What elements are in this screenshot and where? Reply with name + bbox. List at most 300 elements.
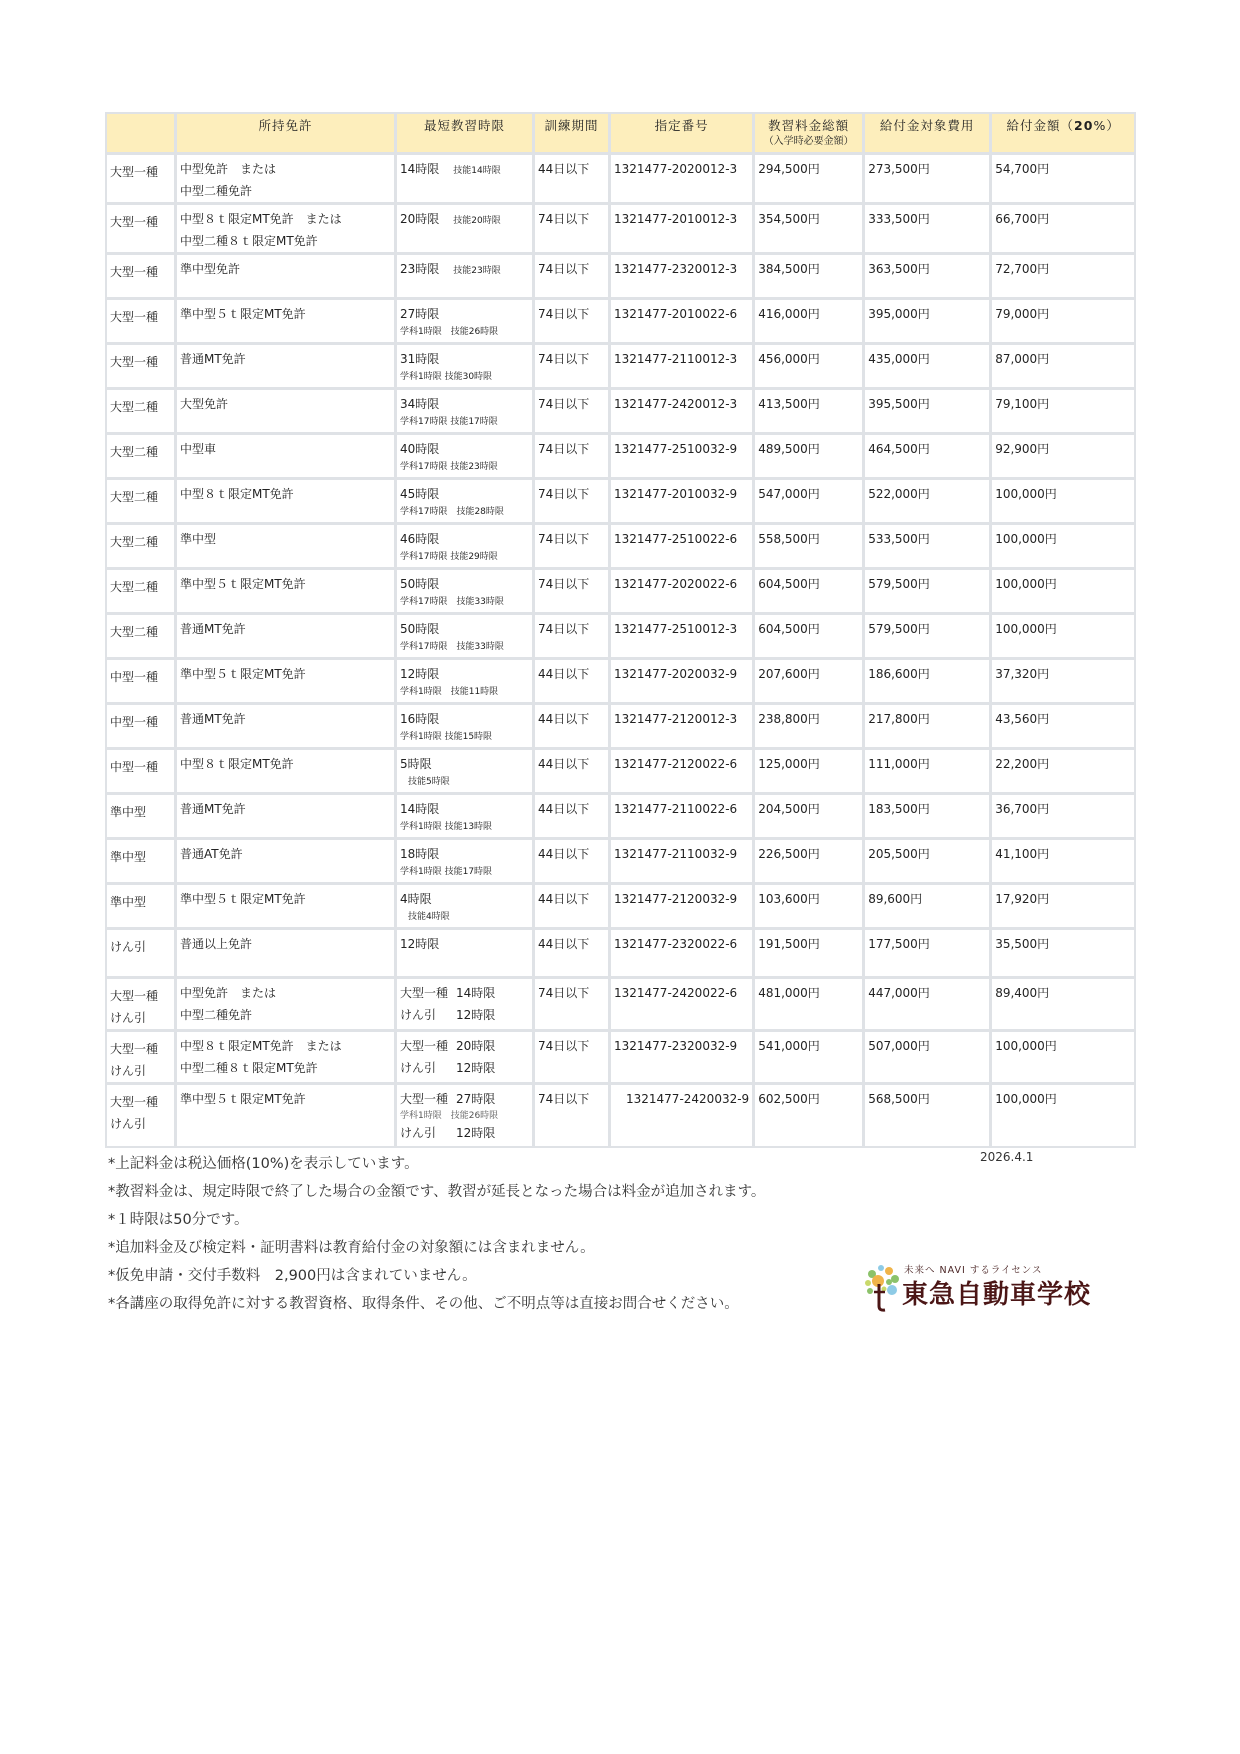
benefit-cell: 100,000円 xyxy=(992,1032,1134,1085)
license-line: 準中型免許 xyxy=(180,262,241,276)
eligible-cost-cell: 568,500円 xyxy=(865,1085,992,1146)
table-row xyxy=(107,660,1134,705)
table-row xyxy=(107,1085,1134,1146)
min-hours-cell xyxy=(397,615,535,660)
hours-course: 大型一種 xyxy=(400,1092,449,1106)
period-cell: 44日以下 xyxy=(535,885,611,930)
eligible-cost-cell: 183,500円 xyxy=(865,795,992,840)
category-cell xyxy=(107,979,177,1032)
hours-breakdown: 学科17時限 技能29時限 xyxy=(400,552,498,562)
total-fee-cell: 226,500円 xyxy=(755,840,865,885)
period-cell: 74日以下 xyxy=(535,1032,611,1085)
hours-breakdown: 学科1時限 技能15時限 xyxy=(400,732,493,742)
category-label: 中型一種 xyxy=(110,760,159,774)
period-cell: 44日以下 xyxy=(535,930,611,979)
period-cell: 44日以下 xyxy=(535,660,611,705)
benefit-cell: 41,100円 xyxy=(992,840,1134,885)
category-label: 大型二種 xyxy=(110,535,159,549)
total-fee-cell: 456,000円 xyxy=(755,345,865,390)
category-label: 大型一種 xyxy=(110,355,159,369)
total-fee-cell: 604,500円 xyxy=(755,570,865,615)
eligible-cost-cell: 111,000円 xyxy=(865,750,992,795)
category-label: けん引 xyxy=(110,940,147,954)
held-license-cell xyxy=(177,155,397,205)
category-cell xyxy=(107,705,177,750)
category-cell xyxy=(107,930,177,979)
benefit-cell: 100,000円 xyxy=(995,1092,1057,1106)
category-cell xyxy=(107,255,177,300)
license-line: 普通MT免許 xyxy=(180,802,246,816)
hours-line xyxy=(400,982,529,1004)
table-row xyxy=(107,885,1134,930)
category-label: 大型一種 xyxy=(110,989,159,1003)
header-benefit-prefix: 給付金額（ xyxy=(1006,118,1075,133)
hours-breakdown: 技能23時限 xyxy=(453,266,501,276)
hours-total: 12時限 xyxy=(400,937,440,951)
category-label: 中型一種 xyxy=(110,715,159,729)
table-row xyxy=(107,345,1134,390)
hours-total: 5時限 xyxy=(400,757,432,771)
license-line: 普通AT免許 xyxy=(180,847,243,861)
category-label: 大型二種 xyxy=(110,400,159,414)
designation-no-cell: 1321477-2320012-3 xyxy=(611,255,755,300)
category-label: 大型一種 xyxy=(110,215,159,229)
benefit-cell: 36,700円 xyxy=(992,795,1134,840)
total-fee-cell: 384,500円 xyxy=(755,255,865,300)
designation-no-cell: 1321477-2120032-9 xyxy=(611,885,755,930)
total-fee-cell: 125,000円 xyxy=(755,750,865,795)
min-hours-cell xyxy=(397,705,535,750)
license-line: 普通MT免許 xyxy=(180,712,246,726)
header-total-fee-label: 教習料金総額 xyxy=(768,118,850,133)
min-hours-cell xyxy=(397,840,535,885)
period-cell: 74日以下 xyxy=(535,205,611,255)
held-license-cell xyxy=(177,930,397,979)
note: *各講座の取得免許に対する教習資格、取得条件、その他、ご不明点等は直接お問合せください。 xyxy=(108,1296,739,1312)
min-hours-cell xyxy=(397,525,535,570)
license-line: 中型８ｔ限定MT免許 xyxy=(180,487,294,501)
designation-no-cell: 1321477-2110032-9 xyxy=(611,840,755,885)
hours-total: 23時限 xyxy=(400,262,440,276)
category-cell xyxy=(107,660,177,705)
category-cell xyxy=(107,1032,177,1085)
license-line: 大型免許 xyxy=(180,397,229,411)
hours-value: 12時限 xyxy=(456,1008,496,1022)
header-held-license: 所持免許 xyxy=(177,114,397,155)
hours-total: 50時限 xyxy=(400,622,440,636)
benefit-cell: 66,700円 xyxy=(992,205,1134,255)
license-line: 中型二種免許 xyxy=(180,1008,253,1022)
hours-total: 34時限 xyxy=(400,397,440,411)
designation-no-cell: 1321477-2420012-3 xyxy=(611,390,755,435)
designation-no-cell: 1321477-2110012-3 xyxy=(611,345,755,390)
eligible-cost-cell: 186,600円 xyxy=(865,660,992,705)
note: *１時限は50分です。 xyxy=(108,1212,249,1228)
held-license-cell xyxy=(177,570,397,615)
header-eligible-cost: 給付金対象費用 xyxy=(865,114,992,155)
license-line: 準中型５ｔ限定MT免許 xyxy=(180,892,306,906)
license-line: 中型車 xyxy=(180,442,217,456)
min-hours-cell xyxy=(397,795,535,840)
license-line: 中型８ｔ限定MT免許 または xyxy=(180,1039,342,1053)
license-line: 中型二種８ｔ限定MT免許 xyxy=(180,1061,318,1075)
eligible-cost-cell: 579,500円 xyxy=(865,570,992,615)
total-fee-cell: 204,500円 xyxy=(755,795,865,840)
hours-total: 14時限 xyxy=(400,162,440,176)
total-fee-cell: 416,000円 xyxy=(755,300,865,345)
license-line: 準中型 xyxy=(180,532,217,546)
table-row xyxy=(107,930,1134,979)
designation-no-cell: 1321477-2320022-6 xyxy=(611,930,755,979)
held-license-cell xyxy=(177,660,397,705)
total-fee-cell: 191,500円 xyxy=(755,930,865,979)
category-cell xyxy=(107,155,177,205)
issue-date: 2026.4.1 xyxy=(980,1150,1034,1164)
period-cell: 44日以下 xyxy=(535,795,611,840)
held-license-cell xyxy=(177,525,397,570)
hours-course: けん引 xyxy=(400,1061,437,1075)
hours-breakdown: 学科1時限 技能30時限 xyxy=(400,372,493,382)
hours-value: 27時限 xyxy=(456,1092,496,1106)
period-cell: 74日以下 xyxy=(535,525,611,570)
school-logo xyxy=(862,1262,1122,1320)
held-license-cell xyxy=(177,750,397,795)
hours-total: 27時限 xyxy=(400,307,440,321)
min-hours-cell xyxy=(397,885,535,930)
held-license-cell xyxy=(177,885,397,930)
min-hours-cell xyxy=(397,435,535,480)
header-benefit-suffix: %） xyxy=(1093,118,1120,133)
period-cell: 44日以下 xyxy=(535,750,611,795)
eligible-cost-cell: 435,000円 xyxy=(865,345,992,390)
hours-total: 40時限 xyxy=(400,442,440,456)
table-row xyxy=(107,525,1134,570)
category-cell xyxy=(107,750,177,795)
benefit-cell: 72,700円 xyxy=(992,255,1134,300)
eligible-cost-cell: 273,500円 xyxy=(865,155,992,205)
min-hours-cell xyxy=(397,1032,535,1085)
benefit-cell: 87,000円 xyxy=(992,345,1134,390)
total-fee-cell: 238,800円 xyxy=(755,705,865,750)
hours-total: 45時限 xyxy=(400,487,440,501)
license-line: 中型免許 または xyxy=(180,162,277,176)
header-period: 訓練期間 xyxy=(535,114,611,155)
period-cell: 74日以下 xyxy=(535,979,611,1032)
hours-breakdown: 学科1時限 技能26時限 xyxy=(400,327,499,337)
eligible-cost-cell: 447,000円 xyxy=(865,979,992,1032)
period-cell: 74日以下 xyxy=(535,300,611,345)
category-cell xyxy=(107,525,177,570)
category-label: 大型二種 xyxy=(110,625,159,639)
license-line: 中型二種８ｔ限定MT免許 xyxy=(180,234,318,248)
table-row xyxy=(107,205,1134,255)
hours-value: 12時限 xyxy=(456,1126,496,1140)
hours-breakdown: 技能5時限 xyxy=(408,777,450,787)
eligible-cost-cell: 522,000円 xyxy=(865,480,992,525)
table-row xyxy=(107,750,1134,795)
category-label: 準中型 xyxy=(110,805,147,819)
total-fee-cell: 602,500円 xyxy=(755,1085,865,1146)
benefit-cell: 92,900円 xyxy=(992,435,1134,480)
hours-value: 14時限 xyxy=(456,986,496,1000)
category-cell xyxy=(107,345,177,390)
note: *仮免申請・交付手数料 2,900円は含まれていません。 xyxy=(108,1268,477,1284)
category-cell xyxy=(107,885,177,930)
period-cell: 74日以下 xyxy=(535,480,611,525)
benefit-cell: 79,100円 xyxy=(992,390,1134,435)
designation-no-cell: 1321477-2120022-6 xyxy=(611,750,755,795)
tuition-table xyxy=(105,112,1136,1148)
total-fee-cell: 604,500円 xyxy=(755,615,865,660)
eligible-cost-cell: 579,500円 xyxy=(865,615,992,660)
designation-no-cell: 1321477-2510012-3 xyxy=(611,615,755,660)
held-license-cell xyxy=(177,345,397,390)
period-cell: 44日以下 xyxy=(535,705,611,750)
category-label: 準中型 xyxy=(110,895,147,909)
category-cell xyxy=(107,1085,177,1146)
header-benefit-pct: 20 xyxy=(1074,118,1094,133)
designation-no-cell: 1321477-2120012-3 xyxy=(611,705,755,750)
benefit-cell: 79,000円 xyxy=(992,300,1134,345)
hours-total: 50時限 xyxy=(400,577,440,591)
category-cell xyxy=(107,205,177,255)
designation-no-cell: 1321477-2510032-9 xyxy=(611,435,755,480)
logo-name: 東急自動車学校 xyxy=(902,1280,1092,1310)
total-fee-cell: 547,000円 xyxy=(755,480,865,525)
designation-no-cell: 1321477-2320032-9 xyxy=(611,1032,755,1085)
hours-value: 12時限 xyxy=(456,1061,496,1075)
designation-no-cell: 1321477-2010022-6 xyxy=(611,300,755,345)
eligible-cost-cell: 333,500円 xyxy=(865,205,992,255)
held-license-cell xyxy=(177,300,397,345)
category-cell xyxy=(107,570,177,615)
note: *教習料金は、規定時限で終了した場合の金額です、教習が延長となった場合は料金が追加されます。 xyxy=(108,1184,766,1200)
held-license-cell xyxy=(177,1032,397,1085)
held-license-cell xyxy=(177,435,397,480)
period-cell: 74日以下 xyxy=(535,435,611,480)
note: *上記料金は税込価格(10%)を表示しています。 xyxy=(108,1156,419,1172)
category-label: 大型一種 xyxy=(110,265,159,279)
category-label: 準中型 xyxy=(110,850,147,864)
min-hours-cell xyxy=(397,155,535,205)
hours-course: けん引 xyxy=(400,1126,437,1140)
header-benefit xyxy=(992,114,1134,155)
hours-total: 46時限 xyxy=(400,532,440,546)
hours-line xyxy=(400,1057,529,1079)
period-cell: 74日以下 xyxy=(535,345,611,390)
category-label: 大型一種 xyxy=(110,1042,159,1056)
hours-breakdown: 学科1時限 技能17時限 xyxy=(400,867,493,877)
benefit-cell: 54,700円 xyxy=(992,155,1134,205)
header-designation-no: 指定番号 xyxy=(611,114,755,155)
designation-no-cell: 1321477-2020022-6 xyxy=(611,570,755,615)
period-cell: 74日以下 xyxy=(535,255,611,300)
table-row xyxy=(107,795,1134,840)
designation-no-cell: 1321477-2010012-3 xyxy=(611,205,755,255)
period-cell: 44日以下 xyxy=(535,840,611,885)
hours-course: 大型一種 xyxy=(400,1039,449,1053)
period-cell: 74日以下 xyxy=(535,615,611,660)
logo-tagline: 未来へ NAVI するライセンス xyxy=(904,1265,1043,1276)
category-label: 大型一種 xyxy=(110,310,159,324)
total-fee-cell: 207,600円 xyxy=(755,660,865,705)
hours-course: けん引 xyxy=(400,1008,437,1022)
benefit-cell: 35,500円 xyxy=(992,930,1134,979)
hours-total: 4時限 xyxy=(400,892,432,906)
category-cell xyxy=(107,480,177,525)
held-license-cell xyxy=(177,390,397,435)
total-fee-cell: 489,500円 xyxy=(755,435,865,480)
eligible-cost-cell: 395,000円 xyxy=(865,300,992,345)
note: *追加料金及び検定料・証明書料は教育給付金の対象額には含まれません。 xyxy=(108,1240,595,1256)
designation-no-cell: 1321477-2010032-9 xyxy=(611,480,755,525)
held-license-cell xyxy=(177,795,397,840)
footer-notes xyxy=(108,1150,765,1318)
license-line: 準中型５ｔ限定MT免許 xyxy=(180,307,306,321)
hours-total: 12時限 xyxy=(400,667,440,681)
table-row xyxy=(107,979,1134,1032)
license-line: 中型８ｔ限定MT免許 xyxy=(180,757,294,771)
header-total-fee-sub: （入学時必要金額） xyxy=(763,136,854,147)
total-fee-cell: 481,000円 xyxy=(755,979,865,1032)
hours-line xyxy=(400,1004,529,1026)
total-fee-cell: 558,500円 xyxy=(755,525,865,570)
eligible-cost-cell: 177,500円 xyxy=(865,930,992,979)
hours-total: 14時限 xyxy=(400,802,440,816)
hours-breakdown: 学科17時限 技能17時限 xyxy=(400,417,498,427)
held-license-cell xyxy=(177,255,397,300)
hours-breakdown: 学科17時限 技能28時限 xyxy=(400,507,504,517)
category-cell xyxy=(107,435,177,480)
benefit-cell: 100,000円 xyxy=(992,570,1134,615)
category-label-2: けん引 xyxy=(110,1117,147,1131)
eligible-cost-cell: 533,500円 xyxy=(865,525,992,570)
designation-no-cell: 1321477-2020012-3 xyxy=(611,155,755,205)
license-line: 中型免許 または xyxy=(180,986,277,1000)
eligible-cost-cell: 395,500円 xyxy=(865,390,992,435)
header-total-fee xyxy=(755,114,865,155)
hours-breakdown: 学科17時限 技能33時限 xyxy=(400,597,504,607)
hours-breakdown: 学科1時限 技能26時限 xyxy=(400,1111,499,1121)
header-category xyxy=(107,114,177,155)
license-line: 普通以上免許 xyxy=(180,937,253,951)
category-cell xyxy=(107,390,177,435)
category-cell xyxy=(107,300,177,345)
table-row xyxy=(107,570,1134,615)
category-label: 大型二種 xyxy=(110,445,159,459)
hours-total: 31時限 xyxy=(400,352,440,366)
designation-no-cell: 1321477-2420022-6 xyxy=(611,979,755,1032)
benefit-cell: 37,320円 xyxy=(992,660,1134,705)
table-header-row xyxy=(107,114,1134,155)
designation-no-cell: 1321477-2510022-6 xyxy=(611,525,755,570)
license-line: 準中型５ｔ限定MT免許 xyxy=(180,577,306,591)
min-hours-cell xyxy=(397,300,535,345)
held-license-cell xyxy=(177,205,397,255)
license-line: 中型８ｔ限定MT免許 または xyxy=(180,212,342,226)
eligible-cost-cell: 464,500円 xyxy=(865,435,992,480)
table-row xyxy=(107,300,1134,345)
period-cell: 74日以下 xyxy=(535,390,611,435)
license-line: 普通MT免許 xyxy=(180,622,246,636)
hours-course: 大型一種 xyxy=(400,986,449,1000)
hours-line xyxy=(400,1088,529,1110)
total-fee-cell: 103,600円 xyxy=(755,885,865,930)
min-hours-cell xyxy=(397,480,535,525)
hours-breakdown: 技能14時限 xyxy=(453,166,501,176)
hours-total: 16時限 xyxy=(400,712,440,726)
period-cell: 44日以下 xyxy=(535,155,611,205)
license-line: 普通MT免許 xyxy=(180,352,246,366)
total-fee-cell: 413,500円 xyxy=(755,390,865,435)
eligible-cost-cell: 363,500円 xyxy=(865,255,992,300)
min-hours-cell xyxy=(397,205,535,255)
table-row xyxy=(107,615,1134,660)
category-label: 中型一種 xyxy=(110,670,159,684)
table-row xyxy=(107,155,1134,205)
benefit-cell: 43,560円 xyxy=(992,705,1134,750)
license-line: 準中型５ｔ限定MT免許 xyxy=(180,1092,306,1106)
hours-breakdown: 技能20時限 xyxy=(453,216,501,226)
table-row xyxy=(107,705,1134,750)
hours-breakdown: 学科17時限 技能23時限 xyxy=(400,462,498,472)
held-license-cell xyxy=(177,1085,397,1146)
min-hours-cell xyxy=(397,1085,535,1146)
hours-breakdown: 技能4時限 xyxy=(408,912,450,922)
category-cell xyxy=(107,840,177,885)
benefit-cell: 100,000円 xyxy=(992,525,1134,570)
category-label: 大型二種 xyxy=(110,580,159,594)
category-cell xyxy=(107,795,177,840)
category-label: 大型一種 xyxy=(110,165,159,179)
hours-breakdown: 学科1時限 技能11時限 xyxy=(400,687,499,697)
table-row xyxy=(107,840,1134,885)
category-label: 大型一種 xyxy=(110,1095,159,1109)
period-cell: 74日以下 xyxy=(535,1085,611,1146)
designation-no-cell: 1321477-2020032-9 xyxy=(611,660,755,705)
license-line: 中型二種免許 xyxy=(180,184,253,198)
hours-breakdown: 学科17時限 技能33時限 xyxy=(400,642,504,652)
eligible-cost-cell: 205,500円 xyxy=(865,840,992,885)
min-hours-cell xyxy=(397,979,535,1032)
hours-line xyxy=(400,1122,529,1144)
benefit-cell: 17,920円 xyxy=(992,885,1134,930)
designation-no-cell: 1321477-2110022-6 xyxy=(611,795,755,840)
eligible-cost-cell: 217,800円 xyxy=(865,705,992,750)
table-row xyxy=(107,255,1134,300)
total-fee-cell: 294,500円 xyxy=(755,155,865,205)
held-license-cell xyxy=(177,840,397,885)
table-row xyxy=(107,1032,1134,1085)
hours-total: 18時限 xyxy=(400,847,440,861)
designation-no-cell: 1321477-2420032-9 xyxy=(611,1085,755,1146)
table-row xyxy=(107,435,1134,480)
eligible-cost-cell: 89,600円 xyxy=(865,885,992,930)
benefit-cell: 22,200円 xyxy=(992,750,1134,795)
category-label-2: けん引 xyxy=(110,1064,147,1078)
min-hours-cell xyxy=(397,930,535,979)
hours-value: 20時限 xyxy=(456,1039,496,1053)
held-license-cell xyxy=(177,979,397,1032)
total-fee-cell: 541,000円 xyxy=(755,1032,865,1085)
min-hours-cell xyxy=(397,255,535,300)
eligible-cost-cell: 507,000円 xyxy=(865,1032,992,1085)
category-label: 大型二種 xyxy=(110,490,159,504)
min-hours-cell xyxy=(397,390,535,435)
held-license-cell xyxy=(177,615,397,660)
total-fee-cell: 354,500円 xyxy=(755,205,865,255)
table-row xyxy=(107,480,1134,525)
